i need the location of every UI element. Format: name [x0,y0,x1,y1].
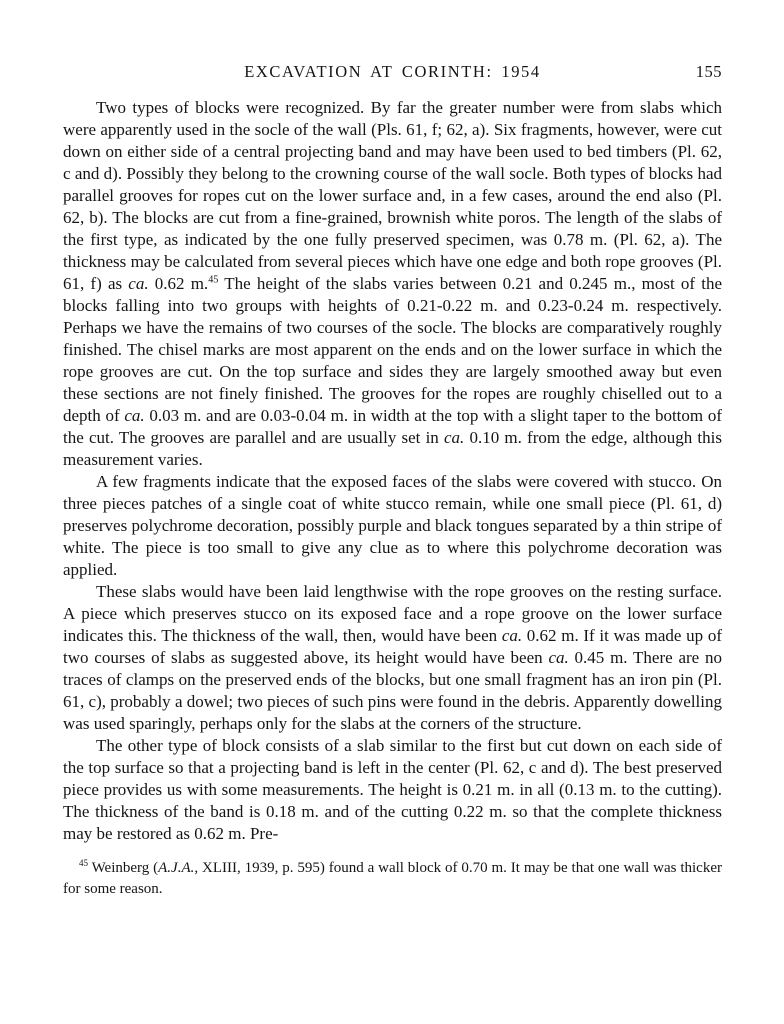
paragraph [63,735,722,845]
running-title: EXCAVATION AT CORINTH: 1954 [244,62,541,81]
text-segment: 0.03 m. and are 0.03-0.04 m. in width at the top with a slight taper to the bottom of the cut. The grooves are parallel and are usually set in [63,406,722,447]
text-segment: ca. [548,648,569,667]
text-segment: A.J.A. [158,860,195,876]
footnote-reference: 45 [79,858,88,868]
text-segment: Two types of blocks were recognized. By far the greater number were from slabs which were apparently used in the socle of the wall (Pls. 61, f; 62, a). Six fragments, however, were cut down on either side of a central projecting band and may have been used to bed timbers (Pl. 62, c and d). Possibly they belong to the crowning course of the wall socle. Both types of blocks had parallel grooves for ropes cut on the lower surface and, in a few cases, around the end also (Pl. 62, b). The blocks are cut from a fine-grained, brownish white poros. The length of the slabs of the first type, as indicated by the one fully preserved specimen, was 0.78 m. (Pl. 62, a). The thickness may be calculated from several pieces which have one edge and both rope grooves (Pl. 61, f) as [63,98,722,293]
page-number: 155 [695,62,722,81]
body-paragraphs [63,97,722,845]
paragraph [63,97,722,471]
text-segment: 0.62 m. If it was made up of two courses of slabs as suggested above, its height would have been [63,626,722,667]
text-segment: A few fragments indicate that the exposed faces of the slabs were covered with stucco. On three pieces patches of a single coat of white stucco remain, while one small piece (Pl. 61, d) preserves polychrome decoration, possibly purple and black tongues separated by a thin stripe of white. The piece is too small to give any clue as to where this polychrome decoration was applied. [63,472,722,579]
footnote-reference: 45 [208,274,219,286]
text-segment: Weinberg ( [88,860,159,876]
text-segment: 0.10 m. from the edge, although this measurement varies. [63,428,722,469]
text-segment: 0.45 m. There are no traces of clamps on the preserved ends of the blocks, but one small fragment has an iron pin (Pl. 61, c), probably a dowel; two pieces of such pins were found in the debris. Apparently dowelling was used sparingly, perhaps only for the slabs at the corners of the structure. [63,648,722,733]
text-segment: These slabs would have been laid lengthwise with the rope grooves on the resting surface. A piece which preserves stucco on its exposed face and a rope groove on the lower surface indicates this. The thickness of the wall, then, would have been [63,582,722,645]
text-segment: ca. [128,274,149,293]
text-segment: The height of the slabs varies between 0.21 and 0.245 m., most of the blocks falling into two groups with heights of 0.21-0.22 m. and 0.23-0.24 m. respectively. Perhaps we have the remains of two courses of the socle. The blocks are comparatively roughly finished. The chisel marks are most apparent on the ends and on the lower surface in which the rope grooves are cut. On the top surface and sides they are largely smoothed away but even these sections are not finely finished. The grooves for the ropes are roughly chiselled out to a depth of [63,274,722,425]
footnote-text [63,858,722,900]
page-header [63,62,722,82]
paragraph [63,471,722,581]
footnote [63,858,722,900]
text-segment: ca. [501,626,523,645]
text-segment: ca. [124,406,145,425]
paragraph [63,581,722,735]
text-segment: , XLIII, 1939, p. 595) found a wall block of 0.70 m. It may be that one wall was thicker for some reason. [63,860,722,897]
text-segment: 0.62 m. [148,274,209,293]
text-segment: The other type of block consists of a slab similar to the first but cut down on each side of the top surface so that a projecting band is left in the center (Pl. 62, c and d). The best preserved piece provides us with some measurements. The height is 0.21 m. in all (0.13 m. to the cutting). The thickness of the band is 0.18 m. and of the cutting 0.22 m. so that the complete thickness may be restored as 0.62 m. Pre- [63,736,722,843]
text-segment: ca. [443,428,465,447]
